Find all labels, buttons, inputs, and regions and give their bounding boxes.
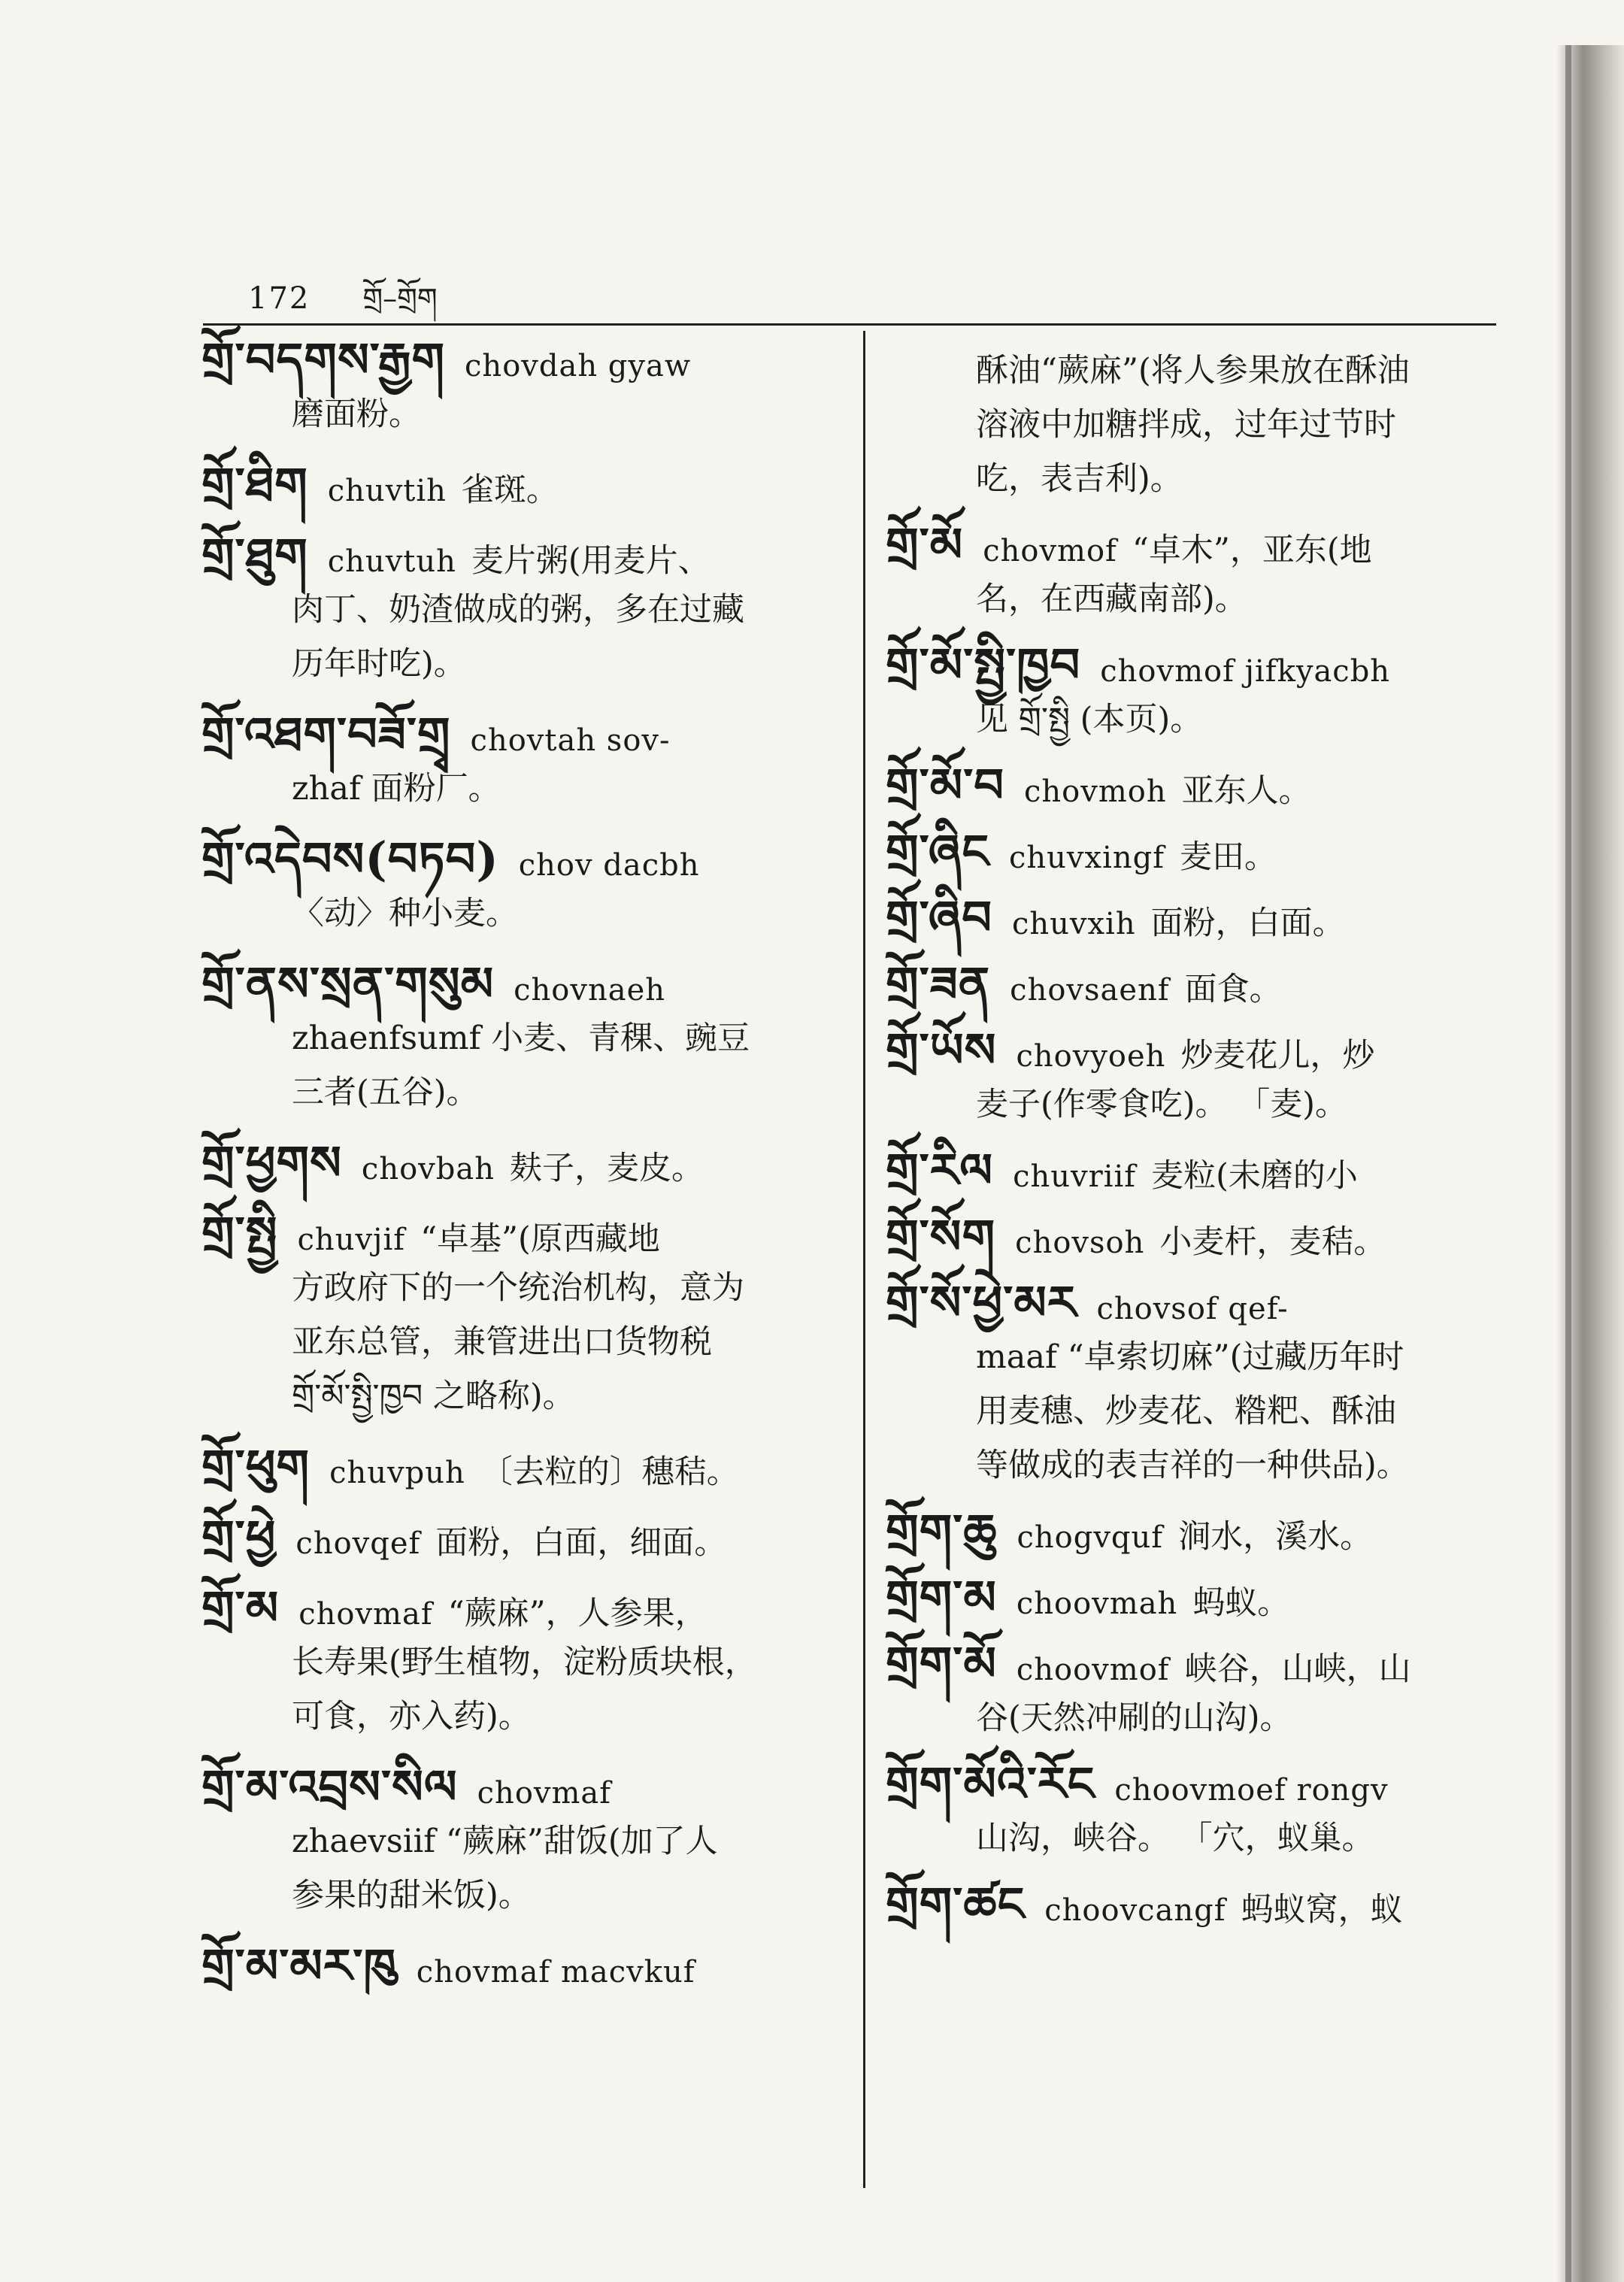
dictionary-entry [886,1636,1517,1740]
chinese-definition: 麦子(作零食吃)。 「麦)。 [976,1086,1347,1123]
tibetan-headword: གྲོ་ཐིག [201,457,308,512]
romanization: choovmah [1016,1586,1178,1621]
dictionary-entry [201,1206,841,1418]
tibetan-headword: གྲོ་མོ [886,517,964,572]
romanization: chuvriif [1013,1159,1137,1194]
tibetan-headword: གྲོ་མོ་སྤྱི་ཁྱབ [886,638,1081,692]
header-rule [203,323,1496,326]
romanization: chovmaf [477,1776,612,1811]
chinese-definition: zhaevsiif “蕨麻”甜饭(加了人 [292,1823,718,1860]
dictionary-entry [886,956,1517,1011]
entry-line [886,1570,1517,1625]
entry-line [201,1759,841,1814]
entry-line [886,1756,1517,1811]
romanization: chuvxingf [1008,841,1165,875]
entry-line [201,1938,841,1993]
romanization: chovmof [983,534,1117,568]
romanization: chovdah gyaw [465,349,692,383]
romanization: chuvtuh [327,544,456,579]
tibetan-headword: གྲོག་ཆུ [886,1504,998,1559]
tibetan-headword: གྲོ་ཞིབ [886,890,992,945]
chinese-definition: 用麦穗、炒麦花、糌粑、酥油 [976,1393,1396,1430]
entry-line [886,1696,1517,1740]
dictionary-entry [201,528,841,686]
entry-line [886,457,1517,501]
entry-line [886,698,1517,741]
entry-line [201,1320,841,1364]
chinese-definition: 〔去粒的〕穗秸。 [480,1453,739,1491]
entry-line [201,1580,841,1635]
romanization: chuvjif [297,1223,406,1257]
romanization: chovmaf [298,1597,433,1632]
dictionary-entry [886,890,1517,945]
dictionary-entry [886,349,1517,501]
entry-line [201,1695,841,1738]
entry-line [886,1335,1517,1379]
chinese-definition: 面粉，白面。 [1150,905,1345,942]
tibetan-headword: གྲོ་ཞིང [886,824,989,879]
chinese-definition: 蚂蚁窝，蚁 [1241,1891,1403,1929]
dictionary-entry [886,1143,1517,1198]
romanization: choovcangf [1044,1893,1226,1928]
tibetan-headword: གྲོ་མ་འབྲས་སིལ [201,1759,458,1814]
romanization: chovyoeh [1016,1039,1166,1074]
romanization: chovqef [295,1526,421,1561]
entry-line [886,403,1517,447]
dictionary-entry [886,758,1517,813]
chinese-definition: 磨面粉。 [292,395,421,433]
dictionary-entry [886,1570,1517,1625]
romanization: chovsaenf [1010,973,1170,1008]
dictionary-entry [201,1439,841,1494]
tibetan-headword: གྲོ་ཐུག [201,528,308,583]
entry-line [201,1017,841,1060]
romanization: choovmoef rongv [1114,1773,1389,1808]
dictionary-entry [201,1135,841,1190]
chinese-definition: 蚂蚁。 [1192,1584,1290,1622]
chinese-definition: 麸子，麦皮。 [509,1150,704,1187]
tibetan-headword: གྲོག་མོ [886,1636,997,1691]
entry-line [886,1877,1517,1932]
tibetan-headword: གྲོག་ཚང [886,1877,1026,1932]
chinese-definition: 方政府下的一个统治机构，意为 [292,1269,744,1307]
romanization: chovnaeh [514,973,666,1008]
entry-line [886,638,1517,692]
tibetan-headword: གྲོ་ནས་སྲན་གསུམ [201,956,495,1011]
entry-line [886,956,1517,1011]
chinese-definition: maaf “卓索切麻”(过藏历年时 [976,1338,1404,1376]
tibetan-headword: གྲོ་བདགས་རྒྱག [201,332,446,387]
romanization: chuvtih [327,474,447,508]
entry-line [886,1209,1517,1264]
entry-line [886,517,1517,572]
chinese-definition: 吃，表吉利)。 [976,460,1183,498]
chinese-definition: 涧水，溪水。 [1178,1518,1373,1556]
entry-line [886,577,1517,621]
chinese-definition: 亚东总管，兼管进出口货物税 [292,1323,712,1361]
chinese-definition: 等做成的表吉祥的一种供品)。 [976,1447,1409,1484]
tibetan-headword: གྲོ་ཕྱེ [201,1510,277,1565]
entry-line [886,1143,1517,1198]
tibetan-headword: གྲོ་རིལ [886,1143,994,1198]
tibetan-headword: གྲོ་སོ་ཕྱེ་མར [886,1275,1077,1330]
page-number: 172 [248,281,311,316]
tibetan-headword: གྲོ་ཟན [886,956,991,1011]
chinese-definition: 溶液中加糖拌成，过年过节时 [976,406,1396,444]
dictionary-entry [201,1580,841,1738]
entry-line [886,1636,1517,1691]
chinese-definition: གྲོ་མོ་སྤྱི་ཁྱབ 之略称)。 [292,1377,575,1415]
romanization: chovmof jifkyacbh [1100,654,1391,689]
entry-line [201,707,841,762]
chinese-definition: 三者(五谷)。 [292,1074,479,1111]
tibetan-headword: གྲོ་ཕྱགས [201,1135,342,1190]
entry-line [201,1874,841,1917]
chinese-definition: 酥油“蕨麻”(将人参果放在酥油 [976,352,1410,389]
entry-line [886,890,1517,945]
chinese-definition: 麦田。 [1180,838,1277,876]
dictionary-entry [201,1938,841,1993]
entry-line [201,588,841,632]
romanization: chovbah [361,1152,495,1186]
dictionary-entry [201,332,841,436]
entry-line [886,1504,1517,1559]
tibetan-headword: གྲོ་ཡོས [886,1023,997,1077]
entry-line [201,956,841,1011]
dictionary-entry [201,1510,841,1565]
tibetan-headword: གྲོ་སོག [886,1209,996,1264]
chinese-definition: “卓基”(原西藏地 [420,1220,660,1258]
tibetan-headword: གྲོག་མོའི་རོང [886,1756,1095,1811]
chinese-definition: 长寿果(野生植物，淀粉质块根， [292,1644,757,1681]
chinese-definition: 历年时吃)。 [292,645,466,683]
left-column [201,332,841,2015]
chinese-definition: 面食。 [1184,971,1282,1008]
dictionary-entry [201,832,841,935]
chinese-definition: 炒麦花儿，炒 [1180,1037,1375,1074]
romanization: chogvquf [1017,1520,1164,1555]
entry-line [201,642,841,686]
column-divider [863,331,865,2188]
chinese-definition: 参果的甜米饭)。 [292,1877,531,1914]
entry-line [201,1266,841,1310]
dictionary-entry [886,1756,1517,1860]
entry-line [886,758,1517,813]
entry-line [201,1374,841,1418]
chinese-definition: 名，在西藏南部)。 [976,580,1247,618]
romanization: chovmoh [1023,774,1167,809]
tibetan-headword: གྲོ་འདེབས(བཏབ) [201,832,499,886]
chinese-definition: 见 གྲོ་སྤྱི (本页)。 [976,701,1203,738]
romanization: chovmaf macvkuf [416,1955,695,1990]
dictionary-entry [201,956,841,1114]
entry-line [201,332,841,387]
chinese-definition: 雀斑。 [461,471,559,509]
tibetan-headword: གྲོ་མ་མར་ཁུ [201,1938,397,1993]
chinese-definition: zhaf 面粉厂。 [292,770,501,808]
entry-line [201,767,841,811]
right-column [886,338,1517,1949]
chinese-definition: 麦粒(未磨的小 [1151,1157,1358,1195]
chinese-definition: 肉丁、奶渣做成的粥，多在过藏 [292,591,744,629]
entry-line [201,392,841,436]
entry-line [886,349,1517,392]
chinese-definition: 麦片粥(用麦片、 [471,542,710,580]
dictionary-entry [886,1023,1517,1126]
entry-line [886,1817,1517,1860]
entry-line [886,1023,1517,1077]
tibetan-headword: གྲོ་ཕུག [201,1439,311,1494]
entry-line [201,1071,841,1114]
chinese-definition: 可食，亦入药)。 [292,1698,531,1735]
book-binding-edge [1556,45,1624,2282]
dictionary-entry [886,638,1517,741]
chinese-definition: 〈动〉种小麦。 [292,895,518,932]
dictionary-entry [201,457,841,512]
dictionary-entry [886,1504,1517,1559]
romanization: choovmof [1016,1653,1170,1687]
chinese-definition: 小麦杆，麦秸。 [1159,1223,1386,1261]
entry-line [201,832,841,886]
entry-line [201,1820,841,1863]
entry-line [886,1275,1517,1330]
dictionary-entry [886,1275,1517,1487]
dictionary-entry [886,1877,1517,1932]
tibetan-headword: གྲོ་འཐག་བཟོ་གྲྭ [201,707,451,762]
chinese-definition: “卓木”，亚东(地 [1132,532,1372,569]
entry-line [201,1135,841,1190]
tibetan-headword: གྲོ་སྤྱི [201,1206,278,1261]
romanization: chuvpuh [329,1456,465,1490]
entry-line [201,528,841,583]
entry-line [201,1206,841,1261]
running-head: གྲོ–གྲོག [362,282,438,315]
dictionary-entry [886,1209,1517,1264]
entry-line [201,892,841,935]
entry-line [886,1083,1517,1126]
chinese-definition: 峡谷，山峡，山 [1184,1650,1411,1688]
tibetan-headword: གྲོག་མ [886,1570,997,1625]
romanization: chovtah sov- [470,723,671,758]
dictionary-entry [201,1759,841,1917]
romanization: chov dacbh [518,848,700,883]
tibetan-headword: གྲོ་མོ་བ [886,758,1004,813]
entry-line [886,1390,1517,1433]
chinese-definition: 山沟，峡谷。 「穴，蚁巢。 [976,1820,1374,1857]
entry-line [886,1444,1517,1487]
romanization: chovsoh [1015,1226,1145,1260]
dictionary-entry [201,707,841,811]
entry-line [886,824,1517,879]
dictionary-entry [886,517,1517,621]
chinese-definition: 谷(天然冲刷的山沟)。 [976,1699,1292,1737]
romanization: chovsof qef- [1096,1292,1289,1326]
entry-line [201,1510,841,1565]
chinese-definition: 面粉，白面，细面。 [435,1524,727,1562]
chinese-definition: “蕨麻”，人参果， [447,1595,707,1632]
dictionary-entry [886,824,1517,879]
entry-line [201,457,841,512]
entry-line [201,1439,841,1494]
romanization: chuvxih [1011,907,1136,941]
tibetan-headword: གྲོ་མ [201,1580,280,1635]
chinese-definition: 亚东人。 [1181,772,1311,810]
entry-line [201,1641,841,1684]
chinese-definition: zhaenfsumf 小麦、青稞、豌豆 [292,1020,750,1057]
